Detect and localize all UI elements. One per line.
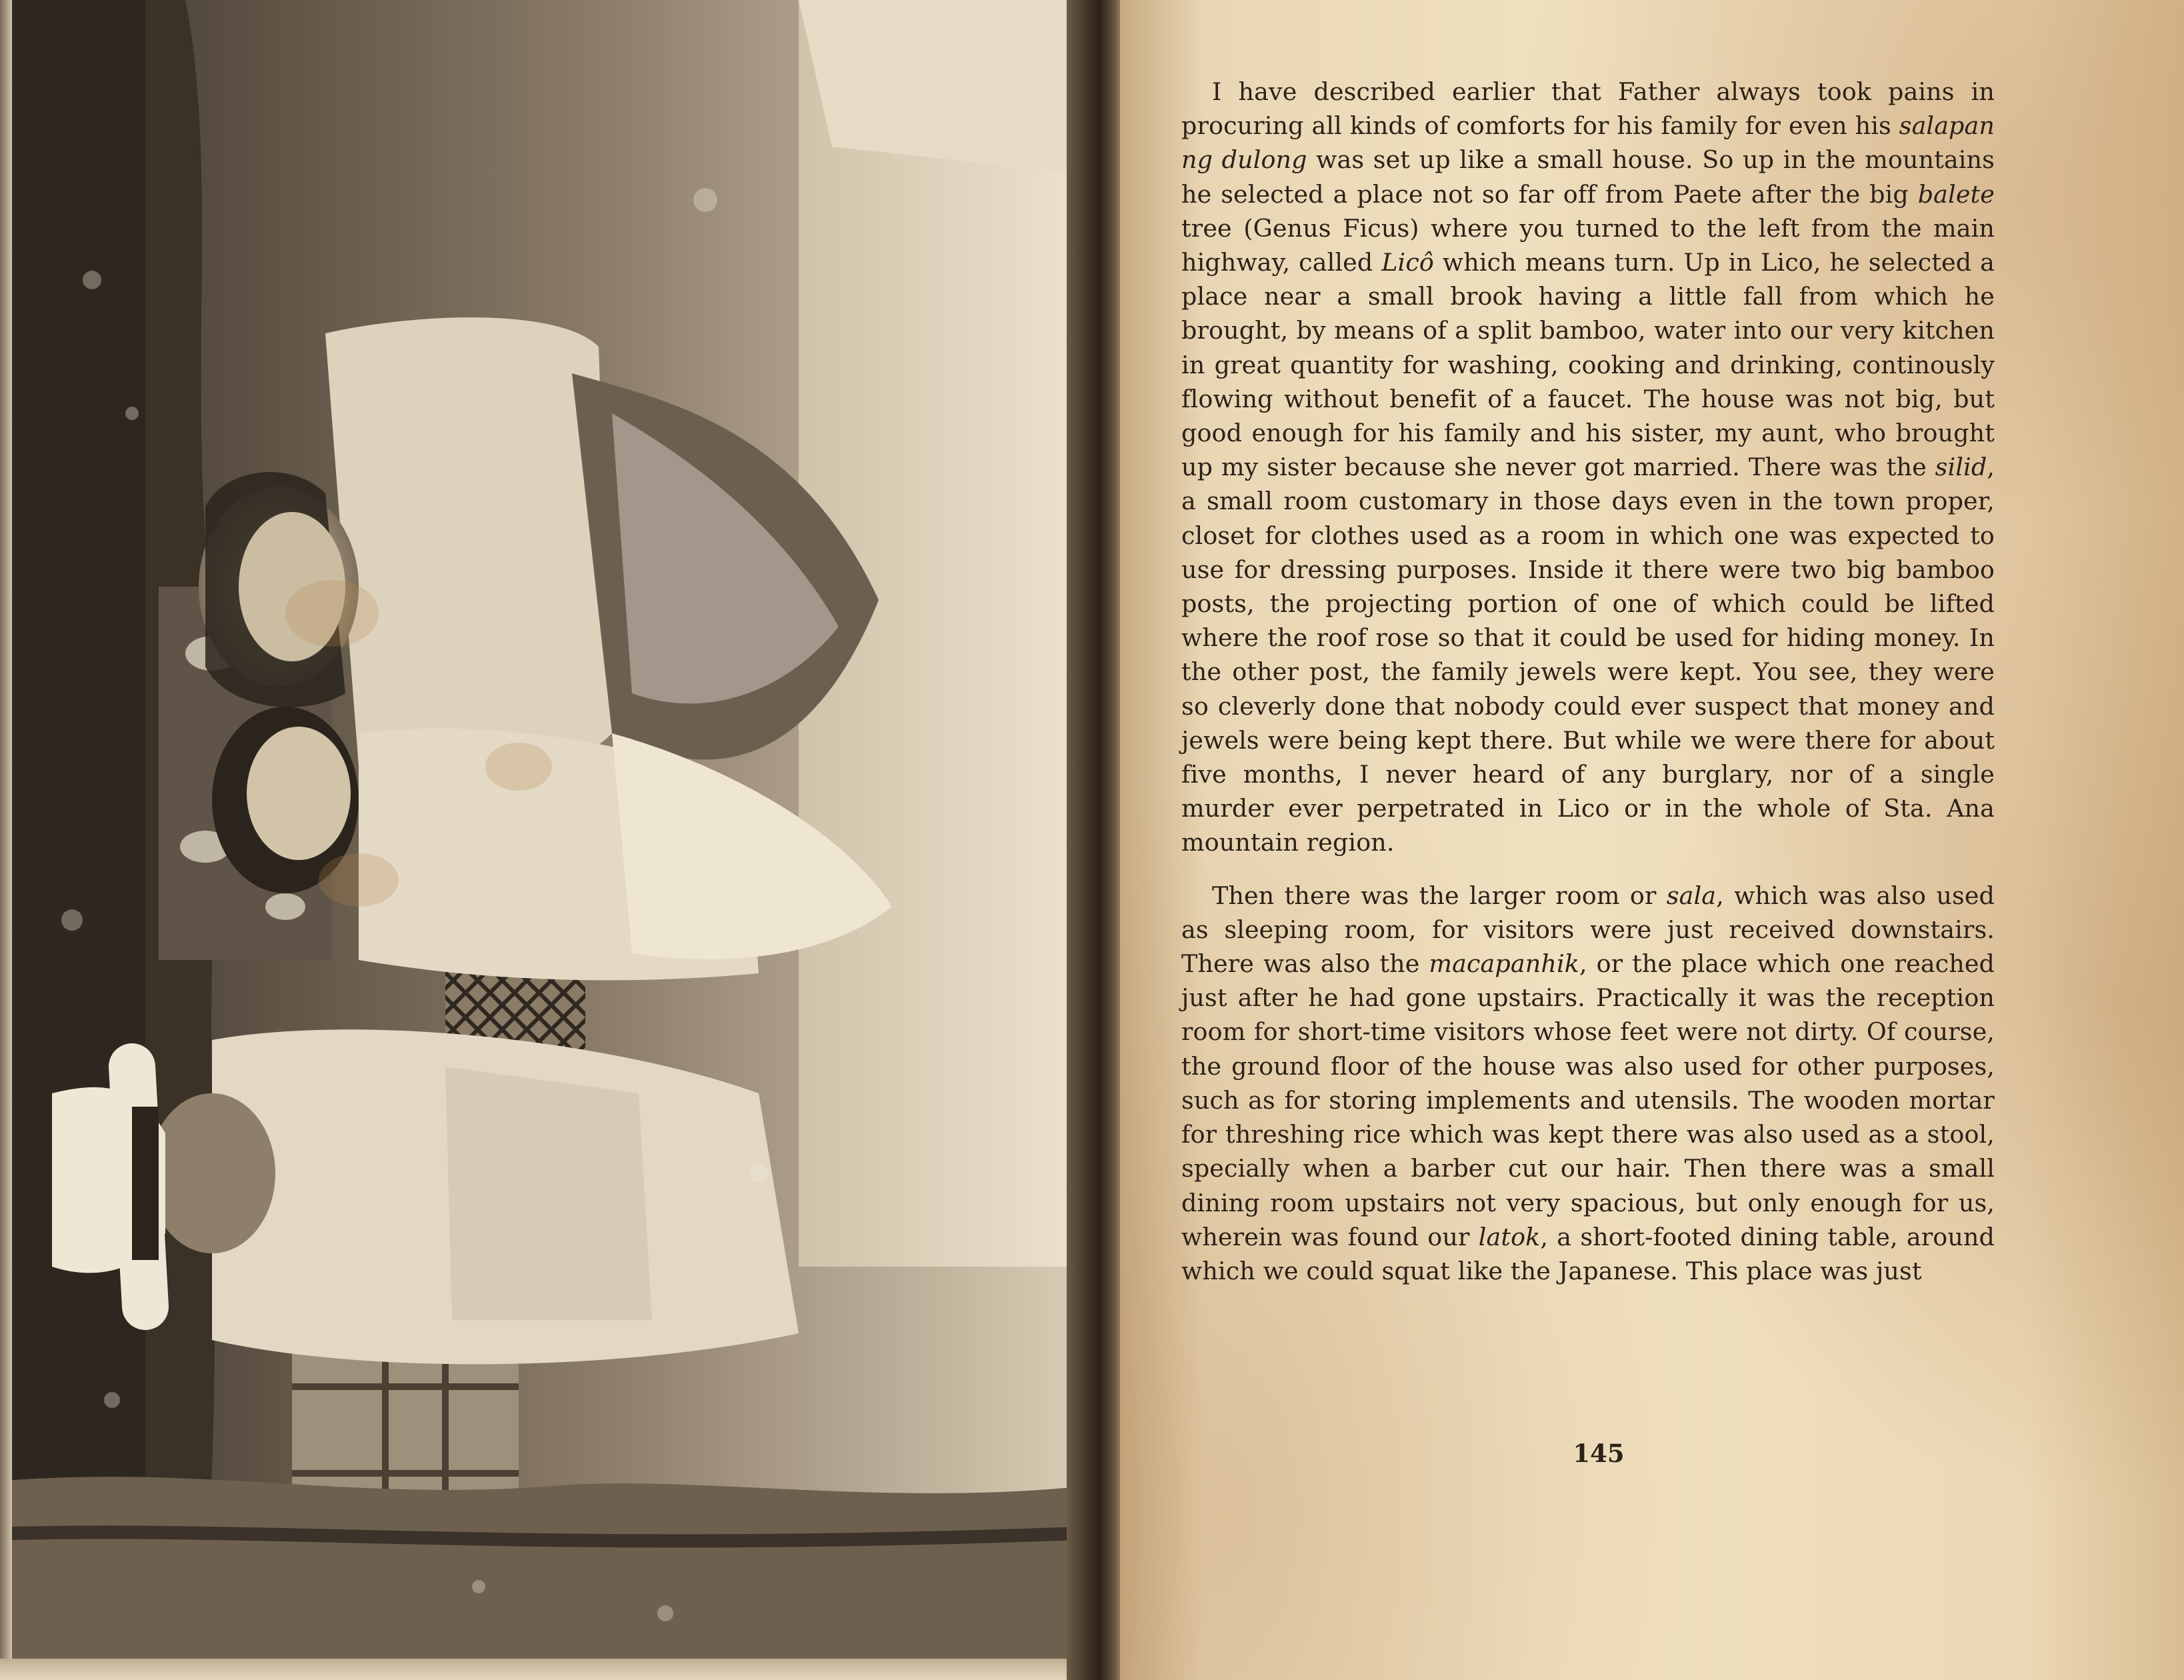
italic-term: salapan ng dulong: [1181, 111, 1995, 175]
book-gutter: [1067, 0, 1127, 1680]
text-run: , or the place which one reached just after he had gone upstairs. Practically it was the reception room for short-time visitors whose feet were not dirty. Of course, the ground floor of the house was also used for other purposes, such as for storing implements and utensils. The wooden mortar for threshing rice which was kept there was also used as a stool, specially when a barber cut our hair. Then there was a small dining room upstairs not very spacious, but only enough for us, wherein was found our: [1181, 949, 1995, 1251]
italic-term: silid: [1935, 453, 1987, 482]
italic-term: latok: [1478, 1222, 1541, 1251]
text-run: was set up like a small house. So up in the mountains he selected a place not so far off from Paete after the big: [1181, 145, 1995, 209]
italic-term: macapanhik: [1429, 949, 1579, 979]
photograph-image: [12, 0, 1079, 1660]
text-run: which means turn. Up in Lico, he selected a place near a small brook having a little fall from which he brought, by means of a split bamboo, water into our very kitchen in great quantity for washing, cooking and drinking, continously flowing without benefit of a faucet. The house was not big, but good enough for his family and his sister, my aunt, who brought up my sister because she never got married. There was the: [1181, 248, 1995, 482]
page-margin-bottom: [0, 1659, 1093, 1680]
italic-term: balete: [1917, 179, 1995, 209]
page-number: 145: [1573, 1439, 1625, 1468]
paragraph-1: [1181, 75, 1995, 860]
body-text: [1181, 75, 1995, 1288]
text-run: , a small room customary in those days even in the town proper, closet for clothes used as a room in which one was expected to use for dressing purposes. Inside it there were two big bamboo posts, the projecting portion of one of which could be lifted where the roof rose so that it could be used for hiding money. In the other post, the family jewels were kept. You see, they were so cleverly done that nobody could ever suspect that money and jewels were being kept there. But while we were there for about five months, I never heard of any burglary, nor of a single murder ever perpetrated in Lico or in the whole of Sta. Ana mountain region.: [1181, 453, 1995, 857]
text-run: , a short-footed dining table, around which we could squat like the Japanese. This place was just: [1181, 1222, 1995, 1285]
text-run: Then there was the larger room or: [1212, 881, 1667, 910]
text-run: I have described earlier that Father always took pains in procuring all kinds of comforts for his family for even his: [1181, 77, 1995, 141]
text-run: , which was also used as sleeping room, for visitors were just received downstairs. There was also the: [1181, 881, 1995, 979]
text-run: tree (Genus Ficus) where you turned to the left from the main highway, called: [1181, 213, 1995, 277]
photograph-plate: [12, 0, 1079, 1660]
italic-term: Licô: [1381, 248, 1434, 277]
paragraph-2: [1181, 879, 1995, 1288]
right-page: [1120, 0, 2184, 1680]
italic-term: sala: [1666, 881, 1717, 910]
